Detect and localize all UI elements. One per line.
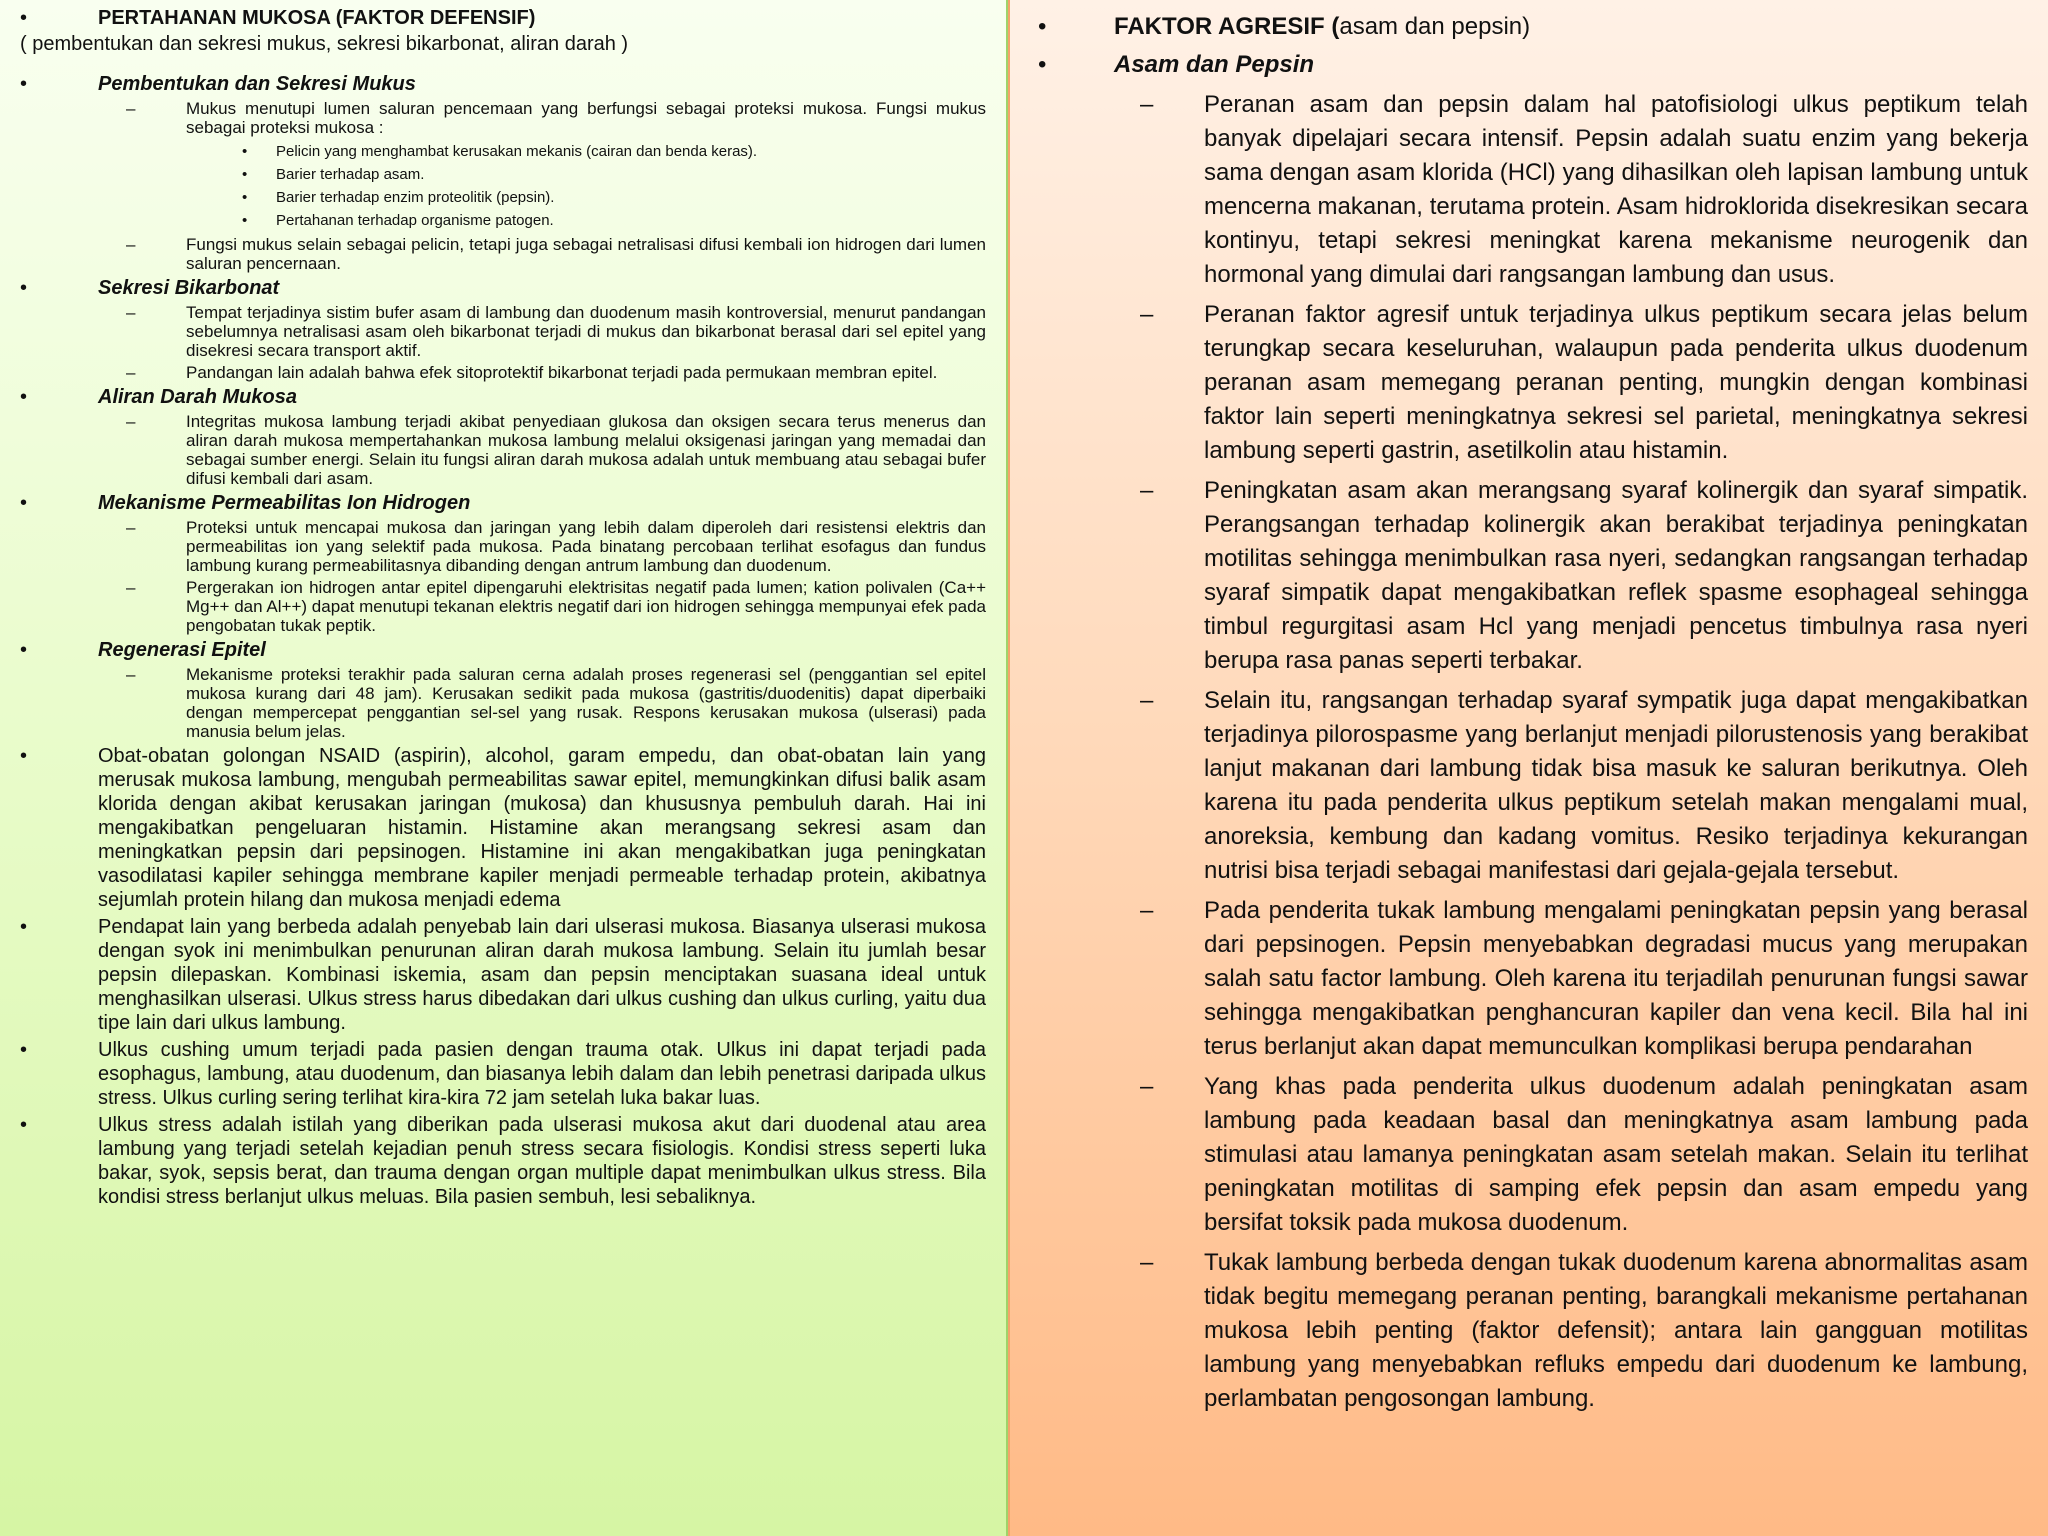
paragraph-text: Pendapat lain yang berbeda adalah penyebab lain dari ulserasi mukosa. Biasanya ulserasi mukosa dengan syok ini menimbulkan penurunan aliran darah mukosa lambung. Selain itu jumlah besar pepsin dilepaskan. Kombinasi iskemia, asam dan pepsin menciptakan suasana ideal untuk menghasilkan ulserasi. Ulkus stress harus dibedakan dari ulkus cushing dan ulkus curling, yaitu dua tipe lain dari ulkus lambung.	[98, 916, 986, 1034]
left-heading-row	[18, 6, 986, 30]
paragraph-text: Obat-obatan golongan NSAID (aspirin), alcohol, garam empedu, dan obat-obatan lain yang merusak mukosa lambung, mengubah permeabilitas sawar epitel, memungkinkan difusi balik asam klorida dengan akibat kerusakan jaringan (mukosa) dan khususnya pembuluh darah. Hai ini mengakibatkan pengeluaran histamin. Histamine akan merangsang sekresi asam dan meningkatkan pepsin dari pepsinogen. Histamine ini akan mengakibatkan juga peningkatan vasodilatasi kapiler sehingga membrane kapiler menjadi permeable terhadap protein, akibatnya sejumlah protein hilang dan mukosa menjadi edema	[98, 745, 986, 911]
right-panel	[1008, 0, 2048, 1536]
bullet: •	[20, 1114, 28, 1136]
dash: –	[126, 518, 136, 537]
section-item	[18, 412, 986, 488]
section-title-row	[18, 638, 986, 662]
section-item-text: Fungsi mukus selain sebagai pelicin, tetapi juga sebagai netralisasi difusi kembali ion hidrogen dari lumen saluran pencernaan.	[186, 235, 986, 273]
dash: –	[1140, 91, 1154, 118]
bullet: •	[20, 386, 28, 408]
bullet: •	[20, 1039, 28, 1061]
right-item	[1028, 1070, 2028, 1240]
section-item	[18, 363, 986, 382]
bullet: •	[20, 492, 28, 514]
section-item-text: Proteksi untuk mencapai mukosa dan jaringan yang lebih dalam diperoleh dari resistensi elektris dan permeabilitas ion yang selektif pada mukosa. Pada binatang percobaan terlihat esofagus dan fundus lambung kurang permeabilitasnya dibanding dengan antrum lambung dan duodenum.	[186, 518, 986, 575]
section-title: Mekanisme Permeabilitas Ion Hidrogen	[98, 492, 471, 514]
left-heading: PERTAHANAN MUKOSA (FAKTOR DEFENSIF)	[98, 7, 536, 29]
bullet: •	[242, 189, 248, 206]
paragraph-text: Ulkus cushing umum terjadi pada pasien dengan trauma otak. Ulkus ini dapat terjadi pada esophagus, lambung, atau duodenum, dan biasanya lebih dalam dan lebih penetrasi daripada ulkus stress. Ulkus curling sering terlihat kira-kira 72 jam setelah luka bakar luas.	[98, 1039, 986, 1109]
section-item	[18, 303, 986, 360]
section-title-row	[18, 491, 986, 515]
section-item-text: Pandangan lain adalah bahwa efek sitoprotektif bikarbonat terjadi pada permukaan membran epitel.	[186, 363, 938, 382]
right-heading-rest: asam dan pepsin)	[1339, 13, 1531, 40]
dash: –	[126, 578, 136, 597]
section-title-row	[18, 385, 986, 409]
section-title-row	[18, 72, 986, 96]
right-item-text: Peranan asam dan pepsin dalam hal patofisiologi ulkus peptikum telah banyak dipelajari secara intensif. Pepsin adalah suatu enzim yang bekerja sama dengan asam klorida (HCl) yang dihasilkan oleh lapisan lambung untuk mencerna makanan, terutama protein. Asam hidroklorida disekresikan secara kontinyu, tetapi sekresi meningkat karena mekanisme neurogenik dan hormonal yang dimulai dari rangsangan lambung dan usus.	[1204, 91, 2028, 288]
sub-item-text: Barier terhadap asam.	[276, 166, 425, 183]
dash: –	[126, 665, 136, 684]
sub-item-text: Pelicin yang menghambat kerusakan mekanis (cairan dan benda keras).	[276, 143, 758, 160]
right-heading-row	[1028, 8, 2028, 46]
section-item	[18, 235, 986, 273]
bullet: •	[20, 916, 28, 938]
paragraph	[18, 744, 986, 912]
sub-item-text: Barier terhadap enzim proteolitik (pepsin).	[276, 189, 555, 206]
sub-item	[18, 140, 986, 163]
section-title: Aliran Darah Mukosa	[98, 386, 297, 408]
section-item	[18, 99, 986, 137]
bullet: •	[1038, 13, 1047, 40]
right-item	[1028, 894, 2028, 1064]
dash: –	[1140, 477, 1154, 504]
right-subheading: Asam dan Pepsin	[1114, 51, 1315, 78]
right-item-text: Peningkatan asam akan merangsang syaraf kolinergik dan syaraf simpatik. Perangsangan terhadap kolinergik akan berakibat terjadinya peningkatan motilitas sehingga menimbulkan rasa nyeri, sedangkan rangsangan terhadap syaraf simpatik dapat mengakibatkan reflek spasme esophageal sehingga timbul regurgitasi asam Hcl yang menjadi pencetus timbulnya rasa nyeri berupa rasa panas seperti terbakar.	[1204, 477, 2028, 674]
bullet: •	[242, 143, 248, 160]
section-item-text: Mukus menutupi lumen saluran pencemaan yang berfungsi sebagai proteksi mukosa. Fungsi mukus sebagai proteksi mukosa :	[186, 99, 986, 137]
paragraph-text: Ulkus stress adalah istilah yang diberikan pada ulserasi mukosa akut dari duodenal atau area lambung yang terjadi setelah kejadian penuh stress secara fisiologis. Kondisi stress seperti luka bakar, syok, sepsis berat, dan trauma dengan organ multiple dapat menimbulkan ulkus stress. Bila kondisi stress berlanjut ulkus meluas. Bila pasien sembuh, lesi sebaliknya.	[98, 1114, 986, 1208]
right-item-text: Tukak lambung berbeda dengan tukak duodenum karena abnormalitas asam tidak begitu memegang peranan penting, barangkali mekanisme pertahanan mukosa lebih penting (faktor defensit); antara lain gangguan motilitas lambung yang menyebabkan refluks empedu dari duodenum ke lambung, perlambatan pengosongan lambung.	[1204, 1249, 2028, 1412]
section-item	[18, 665, 986, 741]
bullet: •	[1038, 51, 1047, 78]
section-item-text: Tempat terjadinya sistim bufer asam di lambung dan duodenum masih kontroversial, menurut pandangan sebelumnya netralisasi asam oleh bikarbonat terjadi di mukus dan bikarbonat berasal dari sel epitel yang disekresi secara transport aktif.	[186, 303, 986, 360]
sub-item	[18, 186, 986, 209]
sub-item	[18, 209, 986, 232]
section-item-text: Pergerakan ion hidrogen antar epitel dipengaruhi elektrisitas negatif pada lumen; kation polivalen (Ca++ Mg++ dan Al++) dapat menutupi tekanan elektris negatif dari ion hidrogen sehingga mempunyai efek pada pengobatan tukak peptik.	[186, 578, 986, 635]
right-subheading-row	[1028, 46, 2028, 84]
dash: –	[126, 99, 136, 118]
dash: –	[126, 363, 136, 382]
section-item	[18, 578, 986, 635]
right-item	[1028, 88, 2028, 292]
dash: –	[1140, 1249, 1154, 1276]
section-item-text: Integritas mukosa lambung terjadi akibat penyediaan glukosa dan oksigen secara terus menerus dan aliran darah mukosa mempertahankan mukosa lambung melalui oksigenasi jaringan yang memadai dan sebagai sumber energi. Selain itu fungsi aliran darah mukosa adalah untuk membuang atau sebagai bufer difusi kembali dari asam.	[186, 412, 986, 488]
right-item	[1028, 684, 2028, 888]
dash: –	[1140, 897, 1154, 924]
dash: –	[1140, 301, 1154, 328]
dash: –	[1140, 1073, 1154, 1100]
bullet: •	[242, 166, 248, 183]
right-item	[1028, 298, 2028, 468]
right-item-text: Selain itu, rangsangan terhadap syaraf sympatik juga dapat mengakibatkan terjadinya pilorospasme yang berlanjut menjadi pilorustenosis yang berakibat lanjut makanan dari lambung tidak bisa masuk ke saluran berikutnya. Oleh karena itu pada penderita ulkus peptikum setelah makan mengalami mual, anoreksia, kembung dan kadang vomitus. Resiko terjadinya kekurangan nutrisi bisa terjadi sebagai manifestasi dari gejala-gejala tersebut.	[1204, 687, 2028, 884]
dash: –	[126, 235, 136, 254]
bullet: •	[20, 73, 28, 95]
section-title: Regenerasi Epitel	[98, 639, 266, 661]
sub-item-text: Pertahanan terhadap organisme patogen.	[276, 212, 554, 229]
right-item	[1028, 474, 2028, 678]
right-item-text: Yang khas pada penderita ulkus duodenum adalah peningkatan asam lambung pada keadaan basal dan meningkatnya asam lambung pada stimulasi atau lamanya peningkatan asam setelah makan. Selain itu terlihat peningkatan motilitas di samping efek pepsin dan asam empedu yang bersifat toksik pada mukosa duodenum.	[1204, 1073, 2028, 1236]
bullet: •	[20, 7, 28, 29]
right-item-text: Pada penderita tukak lambung mengalami peningkatan pepsin yang berasal dari pepsinogen. Pepsin menyebabkan degradasi mucus yang merupakan salah satu factor lambung. Oleh karena itu terjadilah penurunan fungsi sawar sehingga mengakibatkan penghancuran kapiler dan vena kecil. Bila hal ini terus berlanjut akan dapat memunculkan komplikasi berupa pendarahan	[1204, 897, 2028, 1060]
section-item-text: Mekanisme proteksi terakhir pada saluran cerna adalah proses regenerasi sel (penggantian sel epitel mukosa kurang dari 48 jam). Kerusakan sedikit pada mukosa (gastritis/duodenitis) dapat diperbaiki dengan mempercepat penggantian sel-sel yang rusak. Respons kerusakan mukosa (ulserasi) pada manusia belum jelas.	[186, 665, 986, 741]
section-title-row	[18, 276, 986, 300]
section-item	[18, 518, 986, 575]
paragraph	[18, 915, 986, 1035]
right-item	[1028, 1246, 2028, 1416]
bullet: •	[20, 277, 28, 299]
section-title: Sekresi Bikarbonat	[98, 277, 280, 299]
dash: –	[1140, 687, 1154, 714]
left-subheading: ( pembentukan dan sekresi mukus, sekresi bikarbonat, aliran darah )	[20, 33, 629, 55]
left-panel	[0, 0, 1008, 1536]
paragraph	[18, 1113, 986, 1209]
right-item-text: Peranan faktor agresif untuk terjadinya ulkus peptikum secara jelas belum terungkap secara keseluruhan, walaupun pada penderita ulkus duodenum peranan asam memegang peranan penting, mungkin dengan kombinasi faktor lain seperti meningkatnya sekresi sel parietal, meningkatnya sekresi lambung seperti gastrin, asetilkolin atau histamin.	[1204, 301, 2028, 464]
section-title: Pembentukan dan Sekresi Mukus	[98, 73, 416, 95]
bullet: •	[242, 212, 248, 229]
paragraph	[18, 1038, 986, 1110]
right-heading-bold: FAKTOR AGRESIF (	[1114, 13, 1340, 40]
dash: –	[126, 303, 136, 322]
dash: –	[126, 412, 136, 431]
sub-item	[18, 163, 986, 186]
bullet: •	[20, 639, 28, 661]
bullet: •	[20, 745, 28, 767]
